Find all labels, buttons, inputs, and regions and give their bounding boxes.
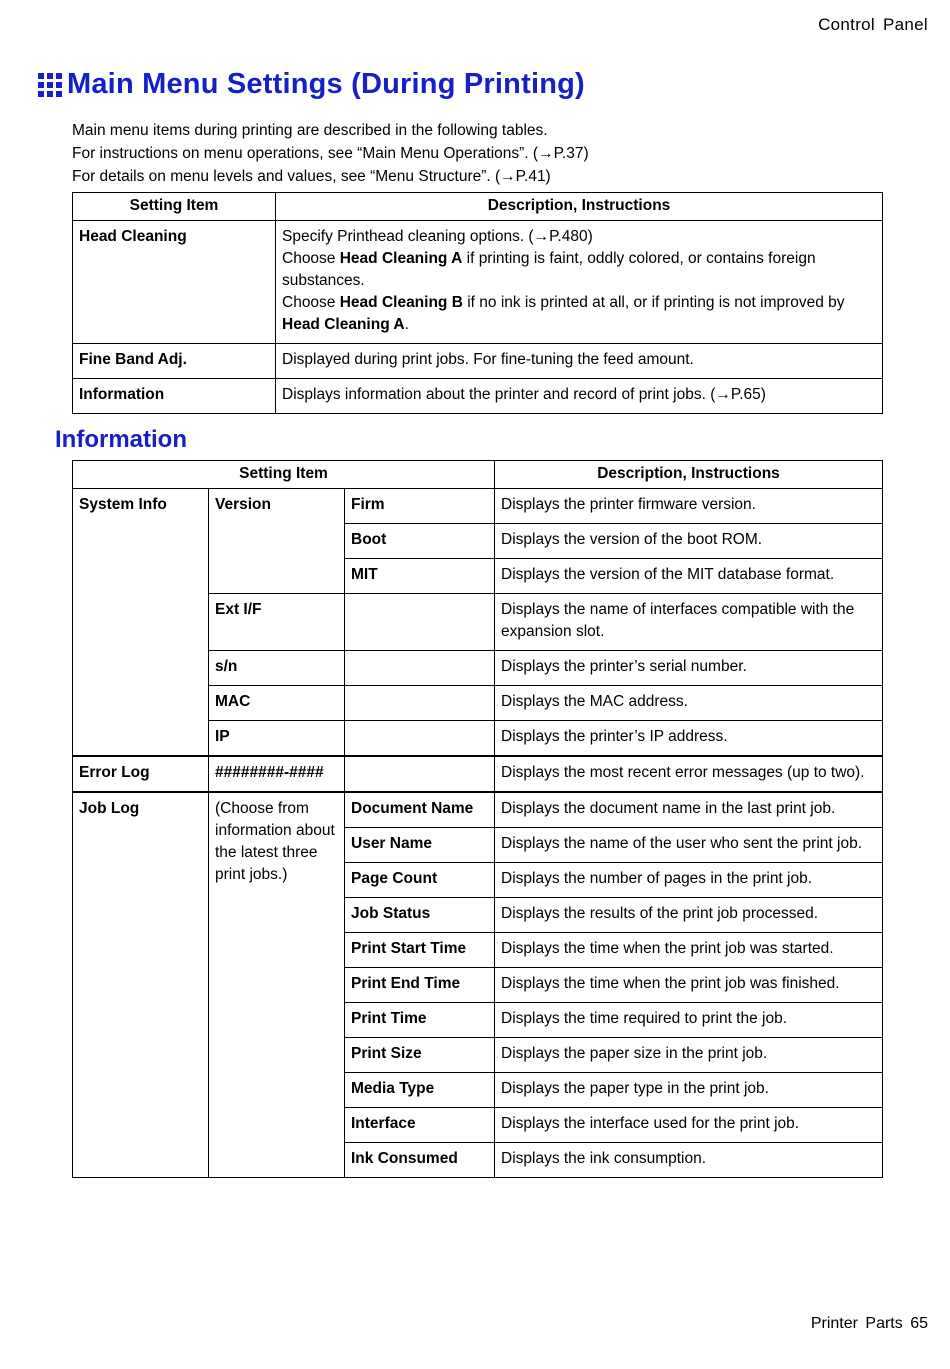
table-row <box>73 792 883 828</box>
item-description: Displays the time when the print job was started. <box>495 933 883 968</box>
running-footer <box>811 1315 928 1333</box>
main-menu-table <box>72 192 883 414</box>
item-description: Displays the printer’s serial number. <box>495 651 883 686</box>
item-name: Interface <box>345 1108 495 1143</box>
item-name: Firm <box>345 489 495 524</box>
description-line: Specify Printhead cleaning options. (→P.480) <box>282 228 593 245</box>
running-header: Control Panel <box>818 15 928 34</box>
item-name: Print End Time <box>345 968 495 1003</box>
subgroup-label: Ext I/F <box>209 594 345 651</box>
item-description: Displays the time when the print job was finished. <box>495 968 883 1003</box>
subgroup-label: IP <box>209 721 345 757</box>
item-description: Displays the version of the MIT database format. <box>495 559 883 594</box>
item-description: Displays the time required to print the job. <box>495 1003 883 1038</box>
empty-cell <box>345 721 495 757</box>
item-name: Document Name <box>345 792 495 828</box>
setting-description <box>276 221 883 344</box>
item-name: Job Status <box>345 898 495 933</box>
column-header: Setting Item <box>73 461 495 489</box>
item-description: Displays the name of the user who sent the print job. <box>495 828 883 863</box>
item-name: Print Start Time <box>345 933 495 968</box>
column-header: Description, Instructions <box>495 461 883 489</box>
setting-description: Displays information about the printer and record of print jobs. (→P.65) <box>276 379 883 414</box>
group-label: Error Log <box>73 756 209 792</box>
item-name: User Name <box>345 828 495 863</box>
description-line: Choose Head Cleaning A if printing is faint, oddly colored, or contains foreign substances. <box>282 250 816 289</box>
table-row <box>73 756 883 792</box>
item-name: Print Time <box>345 1003 495 1038</box>
setting-description: Displayed during print jobs. For fine-tuning the feed amount. <box>276 344 883 379</box>
grid-icon <box>38 73 62 97</box>
item-description: Displays the paper size in the print job. <box>495 1038 883 1073</box>
item-name: Media Type <box>345 1073 495 1108</box>
subgroup-label: Version <box>209 489 345 594</box>
intro-line: For details on menu levels and values, see “Menu Structure”. (→P.41) <box>72 168 551 185</box>
item-description: Displays the results of the print job processed. <box>495 898 883 933</box>
item-description: Displays the document name in the last print job. <box>495 792 883 828</box>
error-code: ########-#### <box>209 756 345 792</box>
item-description: Displays the printer’s IP address. <box>495 721 883 757</box>
intro-text <box>72 119 589 188</box>
job-log-note: (Choose from information about the latest three print jobs.) <box>209 792 345 1178</box>
subgroup-label: s/n <box>209 651 345 686</box>
subgroup-label: MAC <box>209 686 345 721</box>
page-title: Main Menu Settings (During Printing) <box>67 68 585 100</box>
setting-item: Head Cleaning <box>73 221 276 344</box>
item-name: Page Count <box>345 863 495 898</box>
item-name: Boot <box>345 524 495 559</box>
table-row <box>73 221 883 344</box>
empty-cell <box>345 651 495 686</box>
item-name: Print Size <box>345 1038 495 1073</box>
page-title-row <box>38 68 585 101</box>
group-label: System Info <box>73 489 209 757</box>
empty-cell <box>345 594 495 651</box>
group-label: Job Log <box>73 792 209 1178</box>
item-description: Displays the paper type in the print job. <box>495 1073 883 1108</box>
column-header: Description, Instructions <box>276 193 883 221</box>
information-table <box>72 460 883 1178</box>
item-description: Displays the version of the boot ROM. <box>495 524 883 559</box>
table-row <box>73 379 883 414</box>
empty-cell <box>345 756 495 792</box>
setting-item: Information <box>73 379 276 414</box>
item-description: Displays the most recent error messages (up to two). <box>495 756 883 792</box>
description-line: Choose Head Cleaning B if no ink is printed at all, or if printing is not improved by Head Cleaning A. <box>282 294 845 333</box>
item-description: Displays the MAC address. <box>495 686 883 721</box>
column-header: Setting Item <box>73 193 276 221</box>
item-description: Displays the ink consumption. <box>495 1143 883 1178</box>
item-description: Displays the interface used for the print job. <box>495 1108 883 1143</box>
section-title-information: Information <box>55 426 187 453</box>
table-row <box>73 344 883 379</box>
footer-section: Printer Parts <box>810 1315 903 1332</box>
item-description: Displays the number of pages in the print job. <box>495 863 883 898</box>
table-row <box>73 489 883 524</box>
intro-line: For instructions on menu operations, see “Main Menu Operations”. (→P.37) <box>72 145 589 162</box>
intro-line: Main menu items during printing are described in the following tables. <box>72 122 548 139</box>
item-description: Displays the printer firmware version. <box>495 489 883 524</box>
page-number: 65 <box>910 1315 928 1332</box>
empty-cell <box>345 686 495 721</box>
item-description: Displays the name of interfaces compatible with the expansion slot. <box>495 594 883 651</box>
item-name: MIT <box>345 559 495 594</box>
setting-item: Fine Band Adj. <box>73 344 276 379</box>
item-name: Ink Consumed <box>345 1143 495 1178</box>
